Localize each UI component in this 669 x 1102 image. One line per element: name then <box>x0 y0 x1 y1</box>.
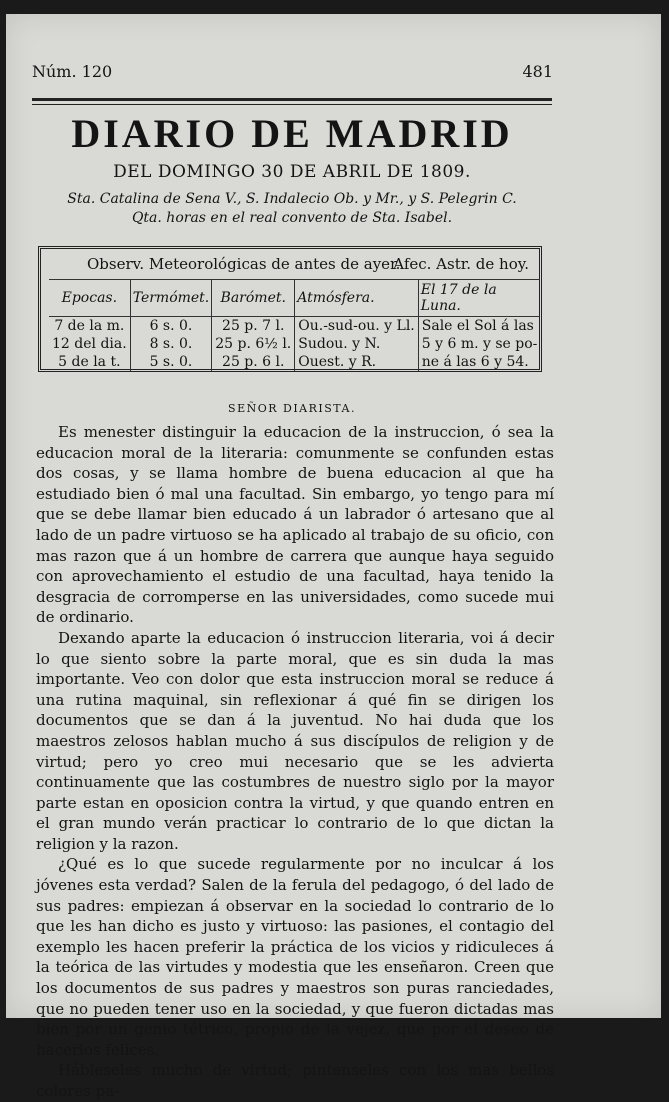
cell: 25 p. 6 l. <box>212 353 295 371</box>
paragraph: ¿Qué es lo que sucede regularmente por no inculcar á los jóvenes esta verdad? Salen de la ferula del pedagogo, ó del lado de sus padres: empiezan á observar en la sociedad lo contrario de lo que les han dicho es justo y virtuoso: las pasiones, el contagio del exemplo les hacen preferir la práctica de los vicios y ridiculeces á la teórica de las virtudes y modestia que les enseñaron. Creen que los documentos de sus padres y maestros son puras ranciedades, que no pueden tener uso en la sociedad, y que fueron dictadas mas bien por un genio tétrico, propio de la vejez, que por el deseo de hacerlos felices. <box>36 855 554 1059</box>
col-header: El 17 de la Luna. <box>418 280 540 317</box>
meteorological-table <box>38 246 542 372</box>
col-header: Atmósfera. <box>295 280 419 317</box>
saints-line: Sta. Catalina de Sena V., S. Indalecio Ob. y Mr., y S. Pelegrin C. <box>67 191 517 207</box>
cell: 5 s. 0. <box>130 353 212 371</box>
meteo-caption: Observ. Meteorológicas de antes de ayer. <box>87 255 401 273</box>
saints-line: Qta. horas en el real convento de Sta. Isabel. <box>131 210 453 226</box>
meteo-header-row <box>49 280 540 317</box>
cell: 7 de la m. <box>54 318 125 334</box>
cell: Ou.-sud-ou. y Ll. <box>295 317 419 336</box>
cell: Sudou. y N. <box>295 335 419 353</box>
paragraph: Hábleseles mucho de virtud; píntenseles con los mas bellos colores pa- <box>36 1061 554 1100</box>
header-rule <box>32 98 552 101</box>
meteo-grid <box>49 279 540 371</box>
newspaper-page <box>6 14 661 1100</box>
col-header: Termómet. <box>130 280 212 317</box>
masthead-title: DIARIO DE MADRID <box>71 111 513 156</box>
col-header: Epocas. <box>49 280 130 317</box>
article-body <box>36 422 554 1102</box>
issue-number: Núm. 120 <box>32 62 113 81</box>
cell: 5 y 6 m. y se po- <box>418 335 540 353</box>
paragraph: Dexando aparte la educacion ó instruccion literaria, voi á decir lo que siento sobre la parte moral, que es sin duda la mas importante. Veo con dolor que esta instruccion moral se reduce á una rutina maquinal, sin reflexionar á qué fin se dirigen los documentos que se dan á la juventud. No hai duda que los maestros zelosos hablan mucho á sus discípulos de religion y de virtud; pero yo creo mui necesario que se les advierta continuamente que las costumbres de nuestro siglo por la mayor parte estan en oposicion contra la virtud, y que quando entren en el gran mundo verán practicar lo contrario de lo que dictan la religion y la razon. <box>36 628 554 853</box>
cell: 12 del dia. <box>52 336 127 352</box>
cell: 25 p. 6½ l. <box>212 335 295 353</box>
cell: 8 s. 0. <box>130 335 212 353</box>
meteo-row <box>49 317 540 336</box>
salutation: SEÑOR DIARISTA. <box>228 402 356 415</box>
page-number: 481 <box>522 62 553 81</box>
col-header: Barómet. <box>212 280 295 317</box>
header-rule-thin <box>32 104 552 105</box>
cell: 5 de la t. <box>58 354 121 370</box>
saints-of-day <box>32 190 552 228</box>
paragraph: Es menester distinguir la educacion de la instruccion, ó sea la educacion moral de la literaria: comunmente se confunden estas dos cosas, y se llama hombre de buena educacion al que ha estudiado bien ó mal una facultad. Sin embargo, yo tengo para mí que se debe llamar bien educado á un labrador ó artesano que al lado de un padre virtuoso se ha aplicado al trabajo de su oficio, con mas razon que á un hombre de carrera que aunque haya seguido con aprovechamiento el estudio de una facultad, haya tenido la desgracia de corromperse en las universidades, como sucede mui de ordinario. <box>36 423 554 627</box>
dateline: DEL DOMINGO 30 DE ABRIL DE 1809. <box>113 162 471 182</box>
cell: 25 p. 7 l. <box>212 317 295 336</box>
cell: Ouest. y R. <box>295 353 419 371</box>
cell: 6 s. 0. <box>130 317 212 336</box>
meteo-row <box>49 353 540 371</box>
astro-caption: Afec. Astr. de hoy. <box>393 255 529 273</box>
cell: Sale el Sol á las <box>418 317 540 336</box>
meteo-row <box>49 335 540 353</box>
cell: ne á las 6 y 54. <box>418 353 540 371</box>
